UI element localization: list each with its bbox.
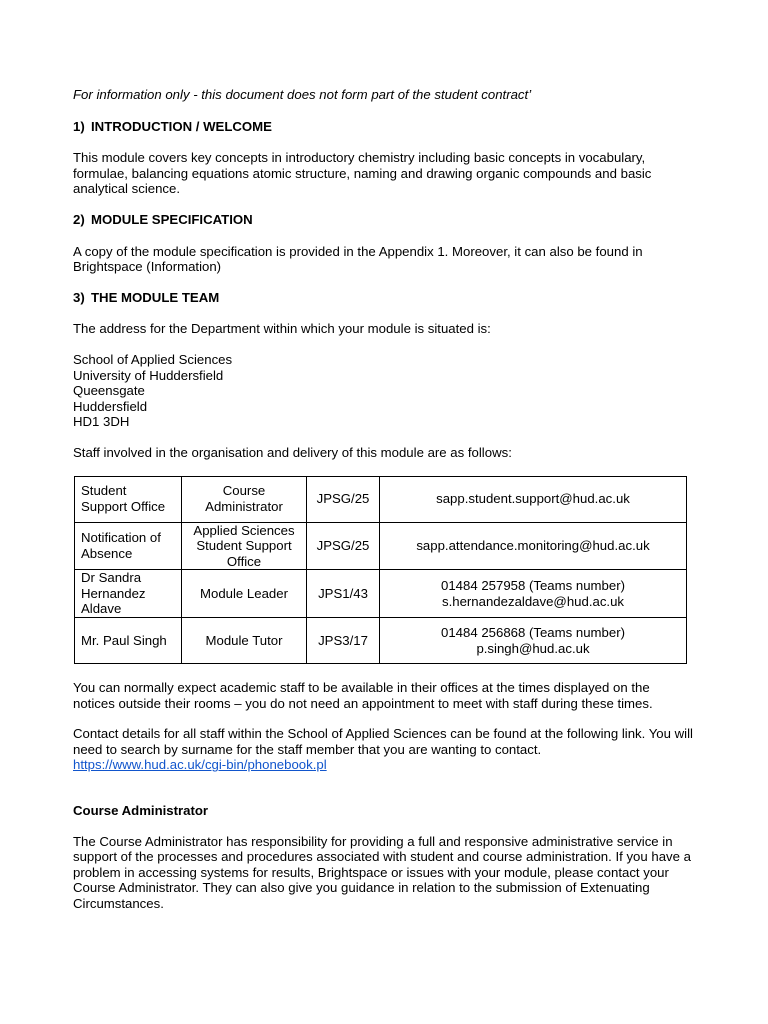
- section-title: INTRODUCTION / WELCOME: [91, 118, 272, 134]
- section-title: MODULE SPECIFICATION: [91, 211, 253, 227]
- section-heading-module-specification: [73, 212, 693, 228]
- table-row: [75, 476, 687, 522]
- contact-line: sapp.student.support@hud.ac.uk: [436, 491, 630, 507]
- contact-paragraph: [73, 726, 693, 773]
- contact-line: 01484 257958 (Teams number): [440, 578, 625, 594]
- section-number: 3): [73, 289, 85, 305]
- staff-name-cell: Mr. Paul Singh: [75, 618, 182, 664]
- phonebook-link[interactable]: https://www.hud.ac.uk/cgi-bin/phonebook.pl: [73, 757, 327, 773]
- course-admin-paragraph: The Course Administrator has responsibility for providing a full and responsive administrative service in support of the processes and procedures associated with student and course administration. If you have a problem in accessing systems for results, Brightspace or issues with your module, please contact your Course Administrator. They can also give you guidance in relation to the submission of Extenuating Circumstances.: [73, 833, 691, 911]
- section-heading-introduction: [73, 119, 693, 135]
- staff-contact-cell: [380, 522, 687, 570]
- staff-name-cell: Student Support Office: [75, 476, 182, 522]
- staff-role-cell: Module Leader: [182, 570, 307, 618]
- availability-paragraph: You can normally expect academic staff to be available in their offices at the times displayed on the notices outside their rooms – you do not need an appointment to meet with staff during these times.: [73, 680, 653, 711]
- section-number: 1): [73, 118, 85, 134]
- address-line: School of Applied Sciences: [73, 351, 233, 367]
- contact-line: p.singh@hud.ac.uk: [476, 640, 590, 656]
- address-line: Queensgate: [73, 383, 145, 399]
- staff-role-cell: Course Administrator: [182, 476, 307, 522]
- spec-paragraph: A copy of the module specification is provided in the Appendix 1. Moreover, it can also be found in Brightspace (Information): [73, 243, 643, 275]
- address-line: University of Huddersfield: [73, 367, 224, 383]
- staff-role-cell: Applied Sciences Student Support Office: [182, 522, 307, 570]
- staff-role-cell: Module Tutor: [182, 618, 307, 664]
- contact-line: 01484 256868 (Teams number): [440, 624, 625, 640]
- section-number: 2): [73, 211, 85, 227]
- staff-contact-cell: [380, 476, 687, 522]
- document-page: [73, 87, 693, 927]
- staff-room-cell: JPSG/25: [307, 476, 380, 522]
- department-address: [73, 352, 693, 430]
- staff-table: [74, 476, 687, 665]
- section-title: THE MODULE TEAM: [91, 289, 220, 305]
- staff-room-cell: JPS1/43: [307, 570, 380, 618]
- staff-contact-cell: [380, 618, 687, 664]
- staff-name-cell: Dr Sandra Hernandez Aldave: [75, 570, 182, 618]
- course-admin-heading: Course Administrator: [73, 803, 209, 819]
- address-line: Huddersfield: [73, 398, 148, 414]
- intro-paragraph: This module covers key concepts in introductory chemistry including basic concepts in vocabulary, formulae, balancing equations atomic structure, naming and drawing organic compounds and basic analytical science.: [73, 150, 652, 197]
- table-row: [75, 618, 687, 664]
- staff-contact-cell: [380, 570, 687, 618]
- staff-room-cell: JPSG/25: [307, 522, 380, 570]
- staff-intro-paragraph: Staff involved in the organisation and delivery of this module are as follows:: [73, 444, 512, 460]
- staff-name-cell: Notification of Absence: [75, 522, 182, 570]
- contact-line: sapp.attendance.monitoring@hud.ac.uk: [416, 538, 650, 554]
- staff-room-cell: JPS3/17: [307, 618, 380, 664]
- table-row: [75, 570, 687, 618]
- section-heading-module-team: [73, 290, 693, 306]
- disclaimer-text: For information only - this document does not form part of the student contract’: [73, 87, 532, 102]
- team-intro-paragraph: The address for the Department within which your module is situated is:: [73, 321, 491, 337]
- contact-line: s.hernandezaldave@hud.ac.uk: [441, 593, 625, 609]
- contact-text: Contact details for all staff within the School of Applied Sciences can be found at the following link. You will need to search by surname for the staff member that you are wanting to contact.: [73, 726, 693, 757]
- table-row: [75, 522, 687, 570]
- address-line: HD1 3DH: [73, 414, 130, 430]
